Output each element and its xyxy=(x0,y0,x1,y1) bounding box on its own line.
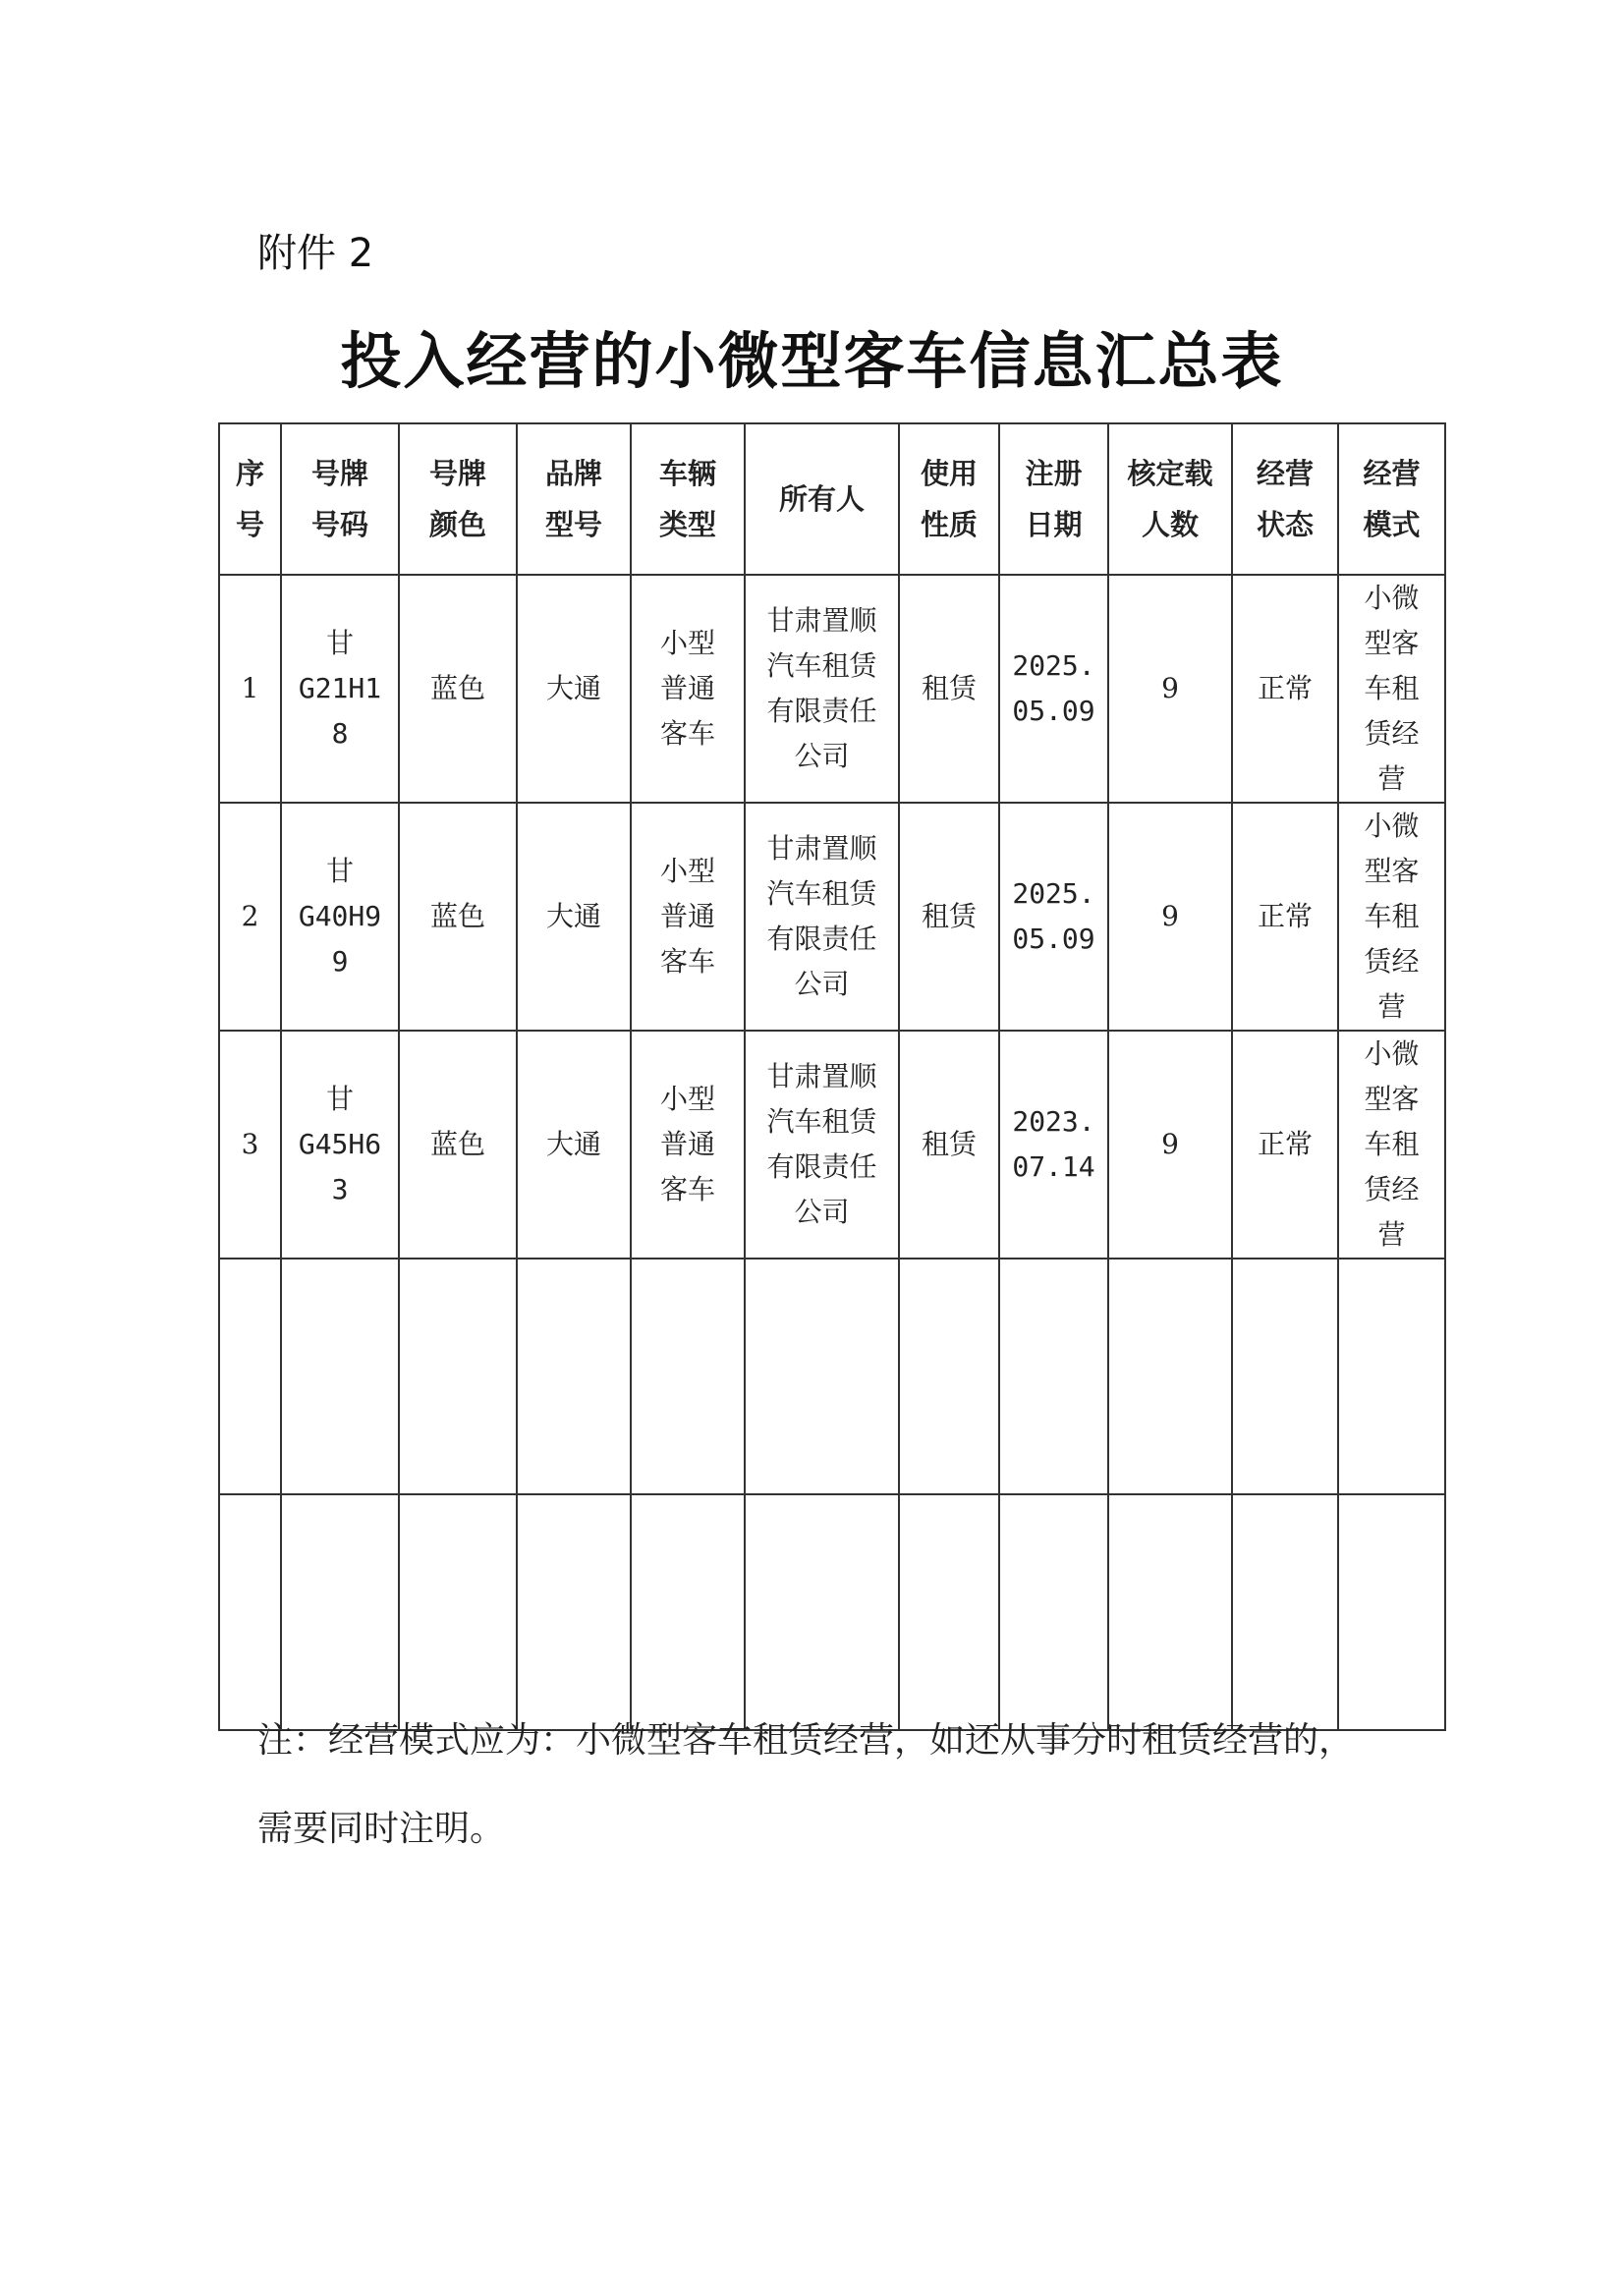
cell-owner: 甘肃置顺 汽车租赁 有限责任 公司 xyxy=(745,1031,899,1259)
header-mode: 经营 模式 xyxy=(1338,423,1445,575)
cell-mode: 小微 型客 车租 赁经 营 xyxy=(1338,1031,1445,1259)
cell-owner: 甘肃置顺 汽车租赁 有限责任 公司 xyxy=(745,803,899,1031)
cell-seats: 9 xyxy=(1108,803,1232,1031)
header-owner: 所有人 xyxy=(745,423,899,575)
cell-index: 3 xyxy=(219,1031,281,1259)
cell-seats: 9 xyxy=(1108,1031,1232,1259)
cell-mode: 小微 型客 车租 赁经 营 xyxy=(1338,803,1445,1031)
cell-mode: 小微 型客 车租 赁经 营 xyxy=(1338,575,1445,803)
table-row xyxy=(219,575,1445,803)
table-row xyxy=(219,1031,1445,1259)
cell-color: 蓝色 xyxy=(399,575,517,803)
page-title: 投入经营的小微型客车信息汇总表 xyxy=(340,325,1284,397)
cell-owner: 甘肃置顺 汽车租赁 有限责任 公司 xyxy=(745,575,899,803)
cell-brand: 大通 xyxy=(517,575,631,803)
cell-plate: 甘 G21H1 8 xyxy=(281,575,399,803)
vehicle-info-table xyxy=(218,422,1446,1731)
cell-use: 租赁 xyxy=(899,803,999,1031)
cell-status: 正常 xyxy=(1232,575,1338,803)
cell-date: 2023. 07.14 xyxy=(999,1031,1108,1259)
cell-type: 小型 普通 客车 xyxy=(631,575,745,803)
note-line-2: 需要同时注明。 xyxy=(257,1809,506,1849)
table-row xyxy=(219,803,1445,1031)
cell-color: 蓝色 xyxy=(399,803,517,1031)
header-use-nature: 使用 性质 xyxy=(899,423,999,575)
header-plate-color: 号牌 颜色 xyxy=(399,423,517,575)
header-brand-model: 品牌 型号 xyxy=(517,423,631,575)
header-index: 序 号 xyxy=(219,423,281,575)
cell-date: 2025. 05.09 xyxy=(999,575,1108,803)
empty-table-row xyxy=(219,1259,1445,1494)
cell-plate: 甘 G40H9 9 xyxy=(281,803,399,1031)
cell-status: 正常 xyxy=(1232,1031,1338,1259)
cell-status: 正常 xyxy=(1232,803,1338,1031)
cell-use: 租赁 xyxy=(899,575,999,803)
cell-use: 租赁 xyxy=(899,1031,999,1259)
table-header-row xyxy=(219,423,1445,575)
cell-date: 2025. 05.09 xyxy=(999,803,1108,1031)
header-plate-number: 号牌 号码 xyxy=(281,423,399,575)
empty-table-row xyxy=(219,1494,1445,1730)
header-status: 经营 状态 xyxy=(1232,423,1338,575)
cell-type: 小型 普通 客车 xyxy=(631,1031,745,1259)
cell-seats: 9 xyxy=(1108,575,1232,803)
cell-type: 小型 普通 客车 xyxy=(631,803,745,1031)
header-seats: 核定载 人数 xyxy=(1108,423,1232,575)
cell-color: 蓝色 xyxy=(399,1031,517,1259)
annex-label: 附件 2 xyxy=(257,231,374,276)
cell-plate: 甘 G45H6 3 xyxy=(281,1031,399,1259)
note-line-1: 注：经营模式应为：小微型客车租赁经营，如还从事分时租赁经营的， xyxy=(257,1720,1355,1761)
cell-brand: 大通 xyxy=(517,803,631,1031)
cell-brand: 大通 xyxy=(517,1031,631,1259)
header-vehicle-type: 车辆 类型 xyxy=(631,423,745,575)
header-register-date: 注册 日期 xyxy=(999,423,1108,575)
cell-index: 1 xyxy=(219,575,281,803)
cell-index: 2 xyxy=(219,803,281,1031)
